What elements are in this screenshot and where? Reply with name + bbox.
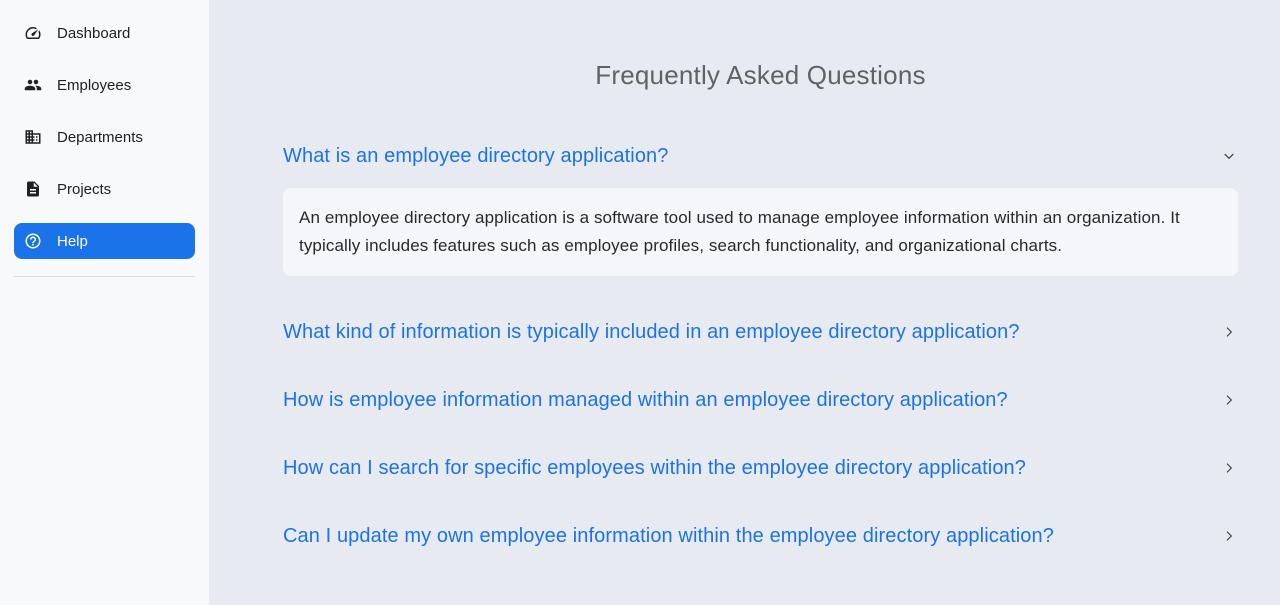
faq-item [283, 388, 1238, 412]
sidebar [0, 0, 210, 605]
sidebar-nav [0, 15, 209, 259]
chevron-right-icon[interactable] [1220, 527, 1238, 545]
building-icon [24, 128, 42, 146]
sidebar-item-label: Help [57, 232, 88, 250]
sidebar-item-departments[interactable] [14, 119, 195, 155]
faq-question[interactable] [283, 524, 1238, 548]
page-title: Frequently Asked Questions [595, 60, 926, 90]
chevron-right-icon[interactable] [1220, 459, 1238, 477]
faq-question-text: How can I search for specific employees within the employee directory application? [283, 457, 1027, 479]
sidebar-item-label: Dashboard [57, 24, 131, 42]
sidebar-item-projects[interactable] [14, 171, 195, 207]
chevron-down-icon[interactable] [1220, 147, 1238, 165]
faq-item [283, 144, 1238, 276]
faq-answer-panel [283, 188, 1238, 276]
dashboard-gauge-icon [24, 24, 42, 42]
faq-question-text: What is an employee directory application? [283, 145, 669, 167]
document-icon [24, 180, 42, 198]
faq-item [283, 456, 1238, 480]
faq-item [283, 320, 1238, 344]
faq-question-text: Can I update my own employee information within the employee directory application? [283, 525, 1054, 547]
main-content [210, 0, 1280, 605]
faq-question[interactable] [283, 144, 1238, 168]
sidebar-item-employees[interactable] [14, 67, 195, 103]
chevron-right-icon[interactable] [1220, 391, 1238, 409]
sidebar-item-label: Departments [57, 128, 143, 146]
faq-question[interactable] [283, 456, 1238, 480]
sidebar-item-label: Employees [57, 76, 132, 94]
sidebar-item-label: Projects [57, 180, 112, 198]
help-circle-icon [24, 232, 42, 250]
faq-question[interactable] [283, 388, 1238, 412]
sidebar-divider [14, 276, 195, 277]
sidebar-item-dashboard[interactable] [14, 15, 195, 51]
people-icon [24, 76, 42, 94]
faq-question-text: How is employee information managed within an employee directory application? [283, 389, 1008, 411]
faq-question[interactable] [283, 320, 1238, 344]
chevron-right-icon[interactable] [1220, 323, 1238, 341]
faq-list [283, 144, 1238, 548]
sidebar-item-help[interactable] [14, 223, 195, 259]
faq-item [283, 524, 1238, 548]
faq-answer-text: An employee directory application is a software tool used to manage employee information within an organization. It typically includes features such as employee profiles, search functionality, and organizational charts. [299, 208, 1180, 255]
faq-question-text: What kind of information is typically included in an employee directory application? [283, 321, 1020, 343]
